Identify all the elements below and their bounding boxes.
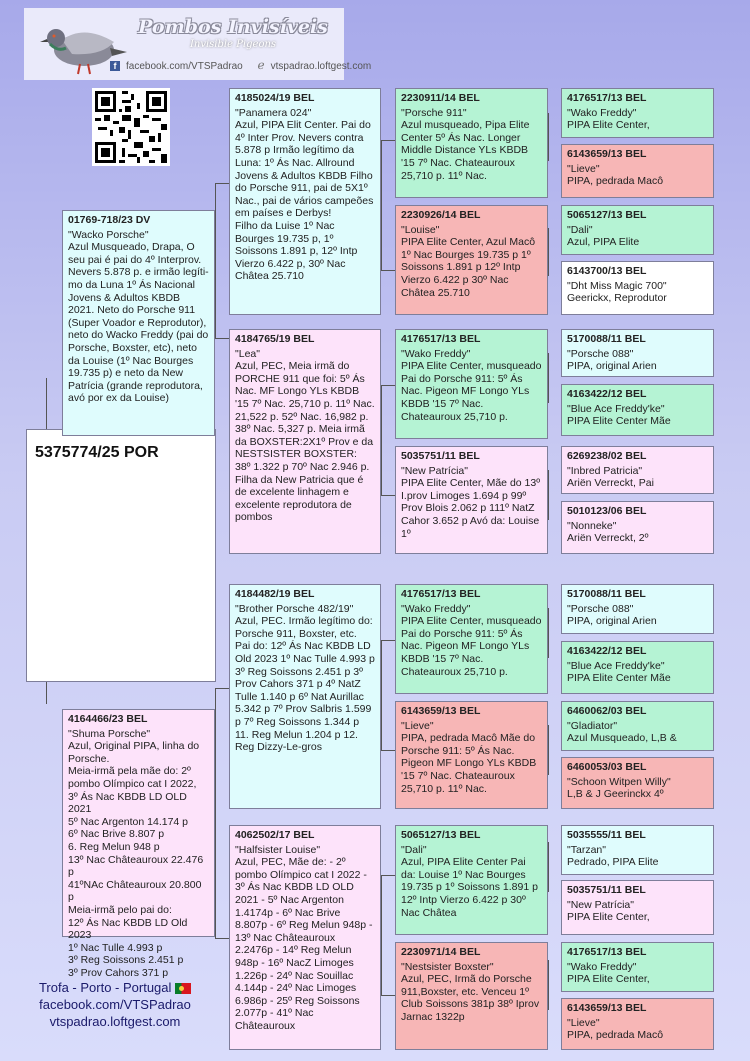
pigeon-number: 5035555/11 BEL	[567, 829, 646, 841]
pigeon-number: 4184765/19 BEL	[235, 333, 315, 345]
ancestor-card[interactable]	[561, 205, 714, 255]
pigeon-description: Azul musqueado, Pipa Elite Center 5º Ás Nac. Longer Middle Distance YLs KBDB '15 7º Nac. Chateauroux 25,710 p. 11º Nac.	[401, 119, 530, 182]
pigeon-description: PIPA Elite Center,	[567, 119, 650, 132]
pigeon-name: "Blue Ace Freddy'ke"	[567, 402, 665, 415]
pigeon-number: 5065127/13 BEL	[401, 829, 481, 841]
connector-line	[381, 995, 395, 996]
connector-line	[548, 113, 549, 161]
ancestor-card[interactable]	[561, 446, 714, 494]
great-grandparent-card[interactable]	[395, 825, 548, 935]
pigeon-name: "Nonneke"	[567, 519, 617, 532]
pigeon-name: "New Patrícia"	[567, 898, 634, 911]
pigeon-number: 4164466/23 BEL	[68, 713, 148, 725]
pigeon-name: "Shuma Porsche"	[68, 727, 151, 740]
pigeon-number: 2230911/14 BEL	[401, 92, 480, 104]
pigeon-description: PIPA Elite Center, Mãe do 13º I.prov Limoges 1.694 p 99º Prov Blois 2.062 p 111º NatZ Cahor 3.652 p Avó da: Louise 1º	[401, 477, 541, 540]
pigeon-description: Ariën Verreckt, 2º	[567, 532, 649, 545]
ancestor-card[interactable]	[561, 641, 714, 694]
pigeon-description: Pedrado, PIPA Elite	[567, 856, 659, 869]
connector-line	[548, 960, 549, 1010]
pigeon-number: 6143700/13 BEL	[567, 265, 647, 277]
connector-line	[548, 353, 549, 403]
pigeon-name: "Dali"	[567, 223, 593, 236]
great-grandparent-card[interactable]	[395, 446, 548, 554]
connector-line	[215, 688, 216, 938]
ancestor-card[interactable]	[561, 825, 714, 875]
header-website-text: vtspadrao.loftgest.com	[270, 61, 372, 72]
brand-subtitle: Invisible Pigeons	[189, 39, 277, 50]
grandparent-card[interactable]	[229, 584, 381, 809]
ancestor-card[interactable]	[561, 757, 714, 809]
pigeon-description: PIPA Elite Center,	[567, 911, 650, 924]
pigeon-name: "Louise"	[401, 223, 440, 236]
pigeon-number: 4062502/17 BEL	[235, 829, 315, 841]
pigeon-name: "Blue Ace Freddy'ke"	[567, 659, 665, 672]
header-banner	[24, 8, 372, 80]
pigeon-number: 4176517/13 BEL	[401, 333, 481, 345]
main-pigeon-number: 5375774/25 POR	[35, 444, 159, 461]
header-facebook-link[interactable]	[110, 61, 249, 72]
pigeon-number: 4185024/19 BEL	[235, 92, 315, 104]
pigeon-description: Azul, PIPA Elit Center. Pai do 4º Inter Prov. Nevers contra 5.878 p Irmão legítimo da Luna: 1º Ás Nac. Allround Jovens & Adultos KBDB Filho do Porsche 911, pai de 5X1º Nac., pai de vários campeões em países e Derbys! Filho da Luise 1º Nac Bourges 19.735 p, 1º Soissons 1.891 p, 12º Intp Vierzo 6.422 p, 30º Nac Châtea 25.710	[235, 119, 374, 283]
connector-line	[381, 270, 395, 271]
pigeon-description: PIPA Elite Center Mãe	[567, 415, 671, 428]
pigeon-number: 4176517/13 BEL	[567, 946, 647, 958]
great-grandparent-card[interactable]	[395, 584, 548, 694]
footer	[20, 980, 210, 1031]
connector-line	[548, 608, 549, 658]
grandparent-card[interactable]	[229, 329, 381, 554]
pigeon-description: PIPA, original Arien	[567, 615, 657, 628]
pigeon-description: Azul, PEC, Meia irmã do PORCHE 911 que foi: 5º Ás Nac. MF Longo YLs KBDB '15 7º Nac. 25,710 p. 11º Nac. 21,522 p. 52º Nac. 16,982 p. 38º Nac. 5,327 p. Meia irmã da BOXSTER:2X1º Prov e da NESTSISTER BOXSTER: 38º 1.322 p 70º Nac 2.946 p. Filha da New Patricia que é de excelente linhagem e excelente reprodutora de pombos	[235, 360, 375, 524]
pigeon-number: 5170088/11 BEL	[567, 333, 646, 345]
ancestor-card[interactable]	[561, 942, 714, 992]
pigeon-description: PIPA Elite Center, musqueado Pai do Porsche 911: 5º Ás Nac. Pigeon MF Longo YLs KBDB '15 7º Nac. Chateauroux 25,710 p.	[401, 360, 542, 423]
pigeon-number: 5065127/13 BEL	[567, 209, 647, 221]
connector-line	[381, 640, 395, 641]
footer-location: Trofa - Porto - Portugal	[38, 980, 172, 995]
pigeon-description: Ariën Verreckt, Pai	[567, 477, 654, 490]
ancestor-card[interactable]	[561, 584, 714, 634]
pigeon-description: PIPA, original Arien	[567, 360, 657, 373]
connector-line	[548, 842, 549, 892]
pigeon-name: "Wako Freddy"	[567, 960, 637, 973]
connector-line	[381, 140, 395, 141]
pigeon-name: "Porsche 911"	[401, 106, 467, 119]
pigeon-name: "Lea"	[235, 347, 260, 360]
pigeon-number: 6143659/13 BEL	[567, 1002, 647, 1014]
portugal-flag-icon	[175, 983, 191, 994]
pigeon-number: 2230926/14 BEL	[401, 209, 481, 221]
pigeon-name: "Brother Porsche 482/19"	[235, 602, 354, 615]
connector-line	[215, 183, 229, 184]
header-website-link[interactable]	[257, 58, 378, 72]
pigeon-description: PIPA, pedrada Macô Mãe do Porsche 911: 5º Ás Nac. Pigeon MF Longo YLs KBDB '15 7º Nac. Chateauroux 25,710 p. 11º Nac.	[401, 732, 537, 795]
pigeon-number: 6460062/03 BEL	[567, 705, 647, 717]
connector-line	[215, 688, 229, 689]
pigeon-number: 6143659/13 BEL	[567, 148, 647, 160]
footer-website-link[interactable]: vtspadrao.loftgest.com	[49, 1013, 181, 1029]
pigeon-description: Azul Musqueado, L,B &	[567, 732, 677, 745]
pigeon-number: 01769-718/23 DV	[68, 214, 151, 226]
footer-location-row	[20, 980, 210, 997]
grandparent-card[interactable]	[229, 825, 381, 1050]
connector-line	[381, 140, 382, 270]
pigeon-description: Azul, Original PIPA, linha do Porsche. Meia-irmã pela mãe do: 2º pombo Olímpico cat I 2022, 3º Ás Nac KBDB LD OLD 2021 5º Nac Argenton 14.174 p 6º Nac Brive 8.807 p 6. Reg Melun 948 p 13º Nac Châteauroux 22.476 p 41ºNAc Châteauroux 20.800 p Meia-irmã pelo pai do: 12º Ás Nac KBDB LD Old 2023 1º Nac Tulle 4.993 p 3º Reg Soissons 2.451 p 3º Prov Cahors 371 p	[68, 740, 204, 979]
pigeon-name: "Panamera 024"	[235, 106, 312, 119]
pigeon-description: PIPA Elite Center, Azul Macô 1º Nac Bourges 19.735 p 1º Soissons 1.891 p 12º Intp Vierzo 6.422 p 30º Nac Châtea 25.710	[401, 236, 536, 299]
ancestor-card[interactable]	[561, 144, 714, 198]
great-grandparent-card[interactable]	[395, 329, 548, 439]
pigeon-name: "Porsche 088"	[567, 347, 634, 360]
pigeon-name: "New Patrícia"	[401, 464, 468, 477]
connector-line	[215, 938, 229, 939]
dam-card[interactable]	[62, 709, 215, 979]
globe-icon: ℯ	[257, 58, 265, 72]
ancestor-card[interactable]	[561, 384, 714, 436]
connector-line	[548, 228, 549, 276]
pigeon-description: Azul, PEC, Mãe de: - 2º pombo Olímpico cat I 2022 - 3º Ás Nac KBDB LD OLD 2021 - 5º Nac Argenton 1.4174p - 6º Nac Brive 8.807p - 6º Reg Melun 948p - 13º Nac Châteauroux 2.2476p - 14º Reg Melun 948p - 16º NacZ Limoges 1.226p - 24º Nac Souillac 4.144p - 24º Nac Limoges 6.986p - 25º Reg Soissons 2.077p - 41º Nac Châteauroux	[235, 856, 373, 1032]
ancestor-card[interactable]	[561, 88, 714, 138]
pigeon-description: PIPA, pedrada Macô	[567, 1029, 664, 1042]
pigeon-number: 2230971/14 BEL	[401, 946, 481, 958]
pigeon-name: "Lieve"	[567, 162, 600, 175]
ancestor-card[interactable]	[561, 701, 714, 751]
connector-line	[548, 470, 549, 520]
pigeon-name: "Wako Freddy"	[401, 602, 471, 615]
pigeon-name: "Lieve"	[401, 719, 434, 732]
great-grandparent-card[interactable]	[395, 942, 548, 1050]
pigeon-name: "Gladiator"	[567, 719, 618, 732]
header-links	[110, 58, 383, 72]
ancestor-card[interactable]	[561, 880, 714, 935]
main-pigeon-card[interactable]	[26, 429, 216, 682]
pigeon-name: "Wako Freddy"	[401, 347, 471, 360]
pigeon-description: Azul, PEC. Irmão legítimo do: Porsche 911, Boxster, etc. Pai do: 12º Ás Nac KBDB LD Old 2023 1º Nac Tulle 4.993 p 3º Reg Soissons 2.451 p 3º Prov Cahors 371 p 4º NatZ Tulle 1.140 p 6º Nat Aurillac 5.342 p 7º Prov Salbris 1.599 p 7º Reg Soissons 1.344 p 11. Reg Melun 1.204 p 12. Reg Dizzy-Le-gros	[235, 615, 375, 754]
pigeon-description: PIPA Elite Center, musqueado Pai do Porsche 911: 5º Ás Nac. Pigeon MF Longo YLs KBDB '15 7º Nac. Chateauroux 25,710 p.	[401, 615, 542, 678]
sire-card[interactable]	[62, 210, 215, 436]
pigeon-name: "Wako Freddy"	[567, 106, 637, 119]
pigeon-number: 4176517/13 BEL	[401, 588, 481, 600]
connector-line	[381, 385, 382, 495]
ancestor-card[interactable]	[561, 998, 714, 1050]
pigeon-name: "Halfsister Louise"	[235, 843, 321, 856]
pigeon-description: Azul Musqueado, Drapa, O seu pai é pai do 4º Interprov. Nevers 5.878 p. e irmão legíti-mo da Luna 1º Ás Nacional Jovens & Adultos KBDB 2021. Neto do Porsche 911 (Super Voador e Reprodutor), neto do Wacko Freddy (pai do Porsche, Boxster, etc), neto da Louise (1º Nac Bourges 19.735 p) e neto da New Patrícia (grande reprodutora, avó por ex da Louise)	[68, 241, 209, 405]
pigeon-description: PIPA Elite Center Mãe	[567, 672, 671, 685]
connector-line	[381, 495, 395, 496]
connector-line	[46, 682, 47, 704]
pigeon-number: 5035751/11 BEL	[567, 884, 646, 896]
pigeon-number: 5010123/06 BEL	[567, 505, 647, 517]
pigeon-name: "Schoon Witpen Willy"	[567, 775, 671, 788]
pigeon-number: 6460053/03 BEL	[567, 761, 647, 773]
pigeon-number: 4163422/12 BEL	[567, 645, 647, 657]
pigeon-name: "Inbred Patricia"	[567, 464, 643, 477]
pigeon-number: 4184482/19 BEL	[235, 588, 315, 600]
pigeon-name: "Dali"	[401, 843, 427, 856]
facebook-icon: f	[110, 61, 120, 71]
pigeon-description: Azul, PIPA Elite Center Pai da: Louise 1º Nac Bourges 19.735 p 1º Soissons 1.891 p 12º Intp Vierzo 6.422 p 30º Nac Châtea	[401, 856, 538, 919]
pigeon-number: 5035751/11 BEL	[401, 450, 480, 462]
pigeon-number: 4176517/13 BEL	[567, 92, 647, 104]
pigeon-name: "Porsche 088"	[567, 602, 634, 615]
pigeon-name: "Dht Miss Magic 700"	[567, 279, 667, 292]
ancestor-card[interactable]	[561, 329, 714, 377]
ancestor-card[interactable]	[561, 501, 714, 554]
grandparent-card[interactable]	[229, 88, 381, 315]
pigeon-description: Azul, PEC, Irmã do Porsche 911,Boxster, etc. Venceu 1º Club Soissons 381p 38º Iprov Jarnac 1322p	[401, 973, 540, 1023]
brand-title: Pombos Invisíveis	[138, 16, 328, 38]
great-grandparent-card[interactable]	[395, 205, 548, 315]
pigeon-description: Geerickx, Reprodutor	[567, 292, 667, 305]
pigeon-name: "Tarzan"	[567, 843, 606, 856]
qr-code-icon[interactable]	[92, 88, 170, 166]
header-facebook-text: facebook.com/VTSPadrao	[126, 61, 243, 72]
pigeon-name: "Wacko Porsche"	[68, 228, 149, 241]
connector-line	[548, 725, 549, 775]
pigeon-name: "Lieve"	[567, 1016, 600, 1029]
pigeon-description: Azul, PIPA Elite	[567, 236, 640, 249]
pigeon-number: 5170088/11 BEL	[567, 588, 646, 600]
connector-line	[381, 385, 395, 386]
connector-line	[46, 378, 47, 429]
pigeon-description: PIPA, pedrada Macô	[567, 175, 664, 188]
footer-facebook-link[interactable]: facebook.com/VTSPadrao	[39, 996, 191, 1012]
pigeon-description: L,B & J Geerinckx 4º	[567, 788, 664, 801]
pigeon-number: 4163422/12 BEL	[567, 388, 647, 400]
connector-line	[381, 750, 395, 751]
connector-line	[381, 875, 382, 995]
connector-line	[381, 875, 395, 876]
great-grandparent-card[interactable]	[395, 701, 548, 809]
pigeon-name: "Nestsister Boxster"	[401, 960, 494, 973]
ancestor-card[interactable]	[561, 261, 714, 315]
pigeon-number: 6143659/13 BEL	[401, 705, 481, 717]
connector-line	[215, 338, 229, 339]
pigeon-description: PIPA Elite Center,	[567, 973, 650, 986]
pigeon-number: 6269238/02 BEL	[567, 450, 647, 462]
connector-line	[215, 183, 216, 338]
connector-line	[381, 640, 382, 750]
great-grandparent-card[interactable]	[395, 88, 548, 198]
